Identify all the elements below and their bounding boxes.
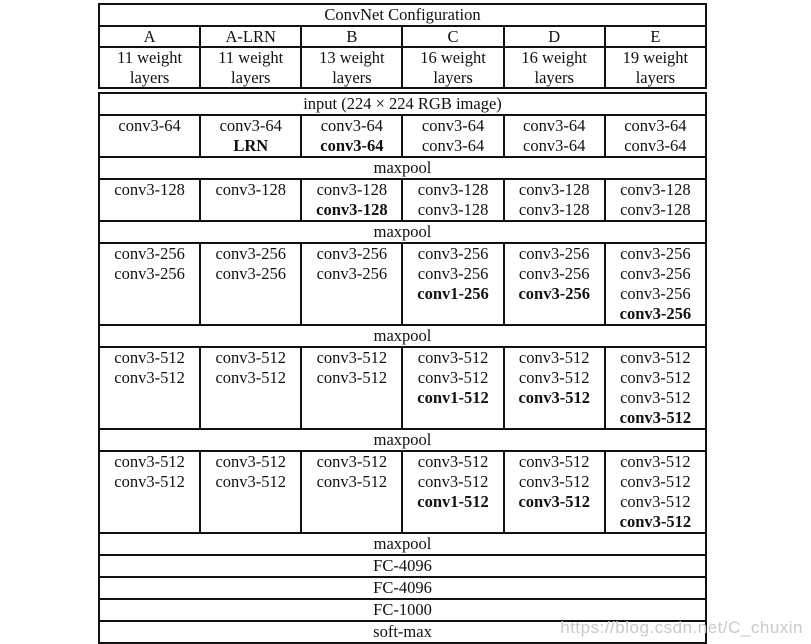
layer-text: conv3-256 — [417, 264, 489, 283]
layer-cell — [605, 243, 706, 325]
layer-cell — [605, 451, 706, 533]
depth-text: layers — [433, 67, 473, 87]
layer-cell — [301, 347, 402, 429]
column-name: D — [504, 26, 605, 48]
layer-text: conv3-128 — [114, 180, 185, 199]
added-layer-text: conv3-128 — [316, 200, 388, 219]
layer-text: conv3-512 — [620, 368, 691, 387]
column-depth — [200, 47, 301, 88]
input-row — [99, 93, 706, 115]
layer-text: conv3-512 — [518, 452, 590, 471]
layer-cell — [200, 115, 301, 157]
added-layer-text: conv1-512 — [417, 492, 489, 511]
added-layer-text: conv3-256 — [619, 304, 692, 323]
layer-cell — [402, 347, 503, 429]
maxpool-row — [99, 157, 706, 179]
depth-text: layers — [231, 67, 271, 87]
layer-text: conv3-512 — [316, 368, 388, 387]
layer-text: conv3-256 — [215, 244, 287, 263]
layer-cell — [200, 451, 301, 533]
layer-text: conv3-512 — [620, 348, 691, 367]
depth-text: 16 weight — [521, 48, 587, 67]
depth-text: layers — [129, 67, 170, 87]
depth-text: layers — [635, 67, 676, 87]
layer-cell — [99, 243, 200, 325]
maxpool-row — [99, 429, 706, 451]
layer-text: conv3-512 — [620, 472, 691, 491]
depth-text: layers — [332, 67, 372, 87]
fc-row — [99, 577, 706, 599]
layer-text: conv3-512 — [316, 452, 388, 471]
layer-text: conv3-512 — [518, 472, 590, 491]
added-layer-text: LRN — [233, 136, 269, 155]
layer-text: conv3-128 — [518, 180, 590, 199]
layer-text: conv3-512 — [114, 368, 185, 387]
layer-cell — [504, 243, 605, 325]
depth-text: 19 weight — [622, 48, 689, 67]
maxpool-label: maxpool — [99, 429, 706, 451]
fc-label: FC-1000 — [99, 599, 706, 621]
fc-label: FC-4096 — [99, 555, 706, 577]
layer-block-row — [99, 179, 706, 221]
added-layer-text: conv3-512 — [619, 408, 692, 427]
column-name: B — [301, 26, 402, 48]
layer-cell — [99, 115, 200, 157]
layer-cell — [200, 243, 301, 325]
column-depth — [605, 47, 706, 88]
layer-text: conv3-512 — [316, 472, 388, 491]
added-layer-text: conv1-512 — [417, 388, 489, 407]
layer-text: conv3-256 — [518, 264, 590, 283]
input-label: input (224 × 224 RGB image) — [99, 93, 706, 115]
maxpool-row — [99, 533, 706, 555]
layer-text: conv3-128 — [620, 200, 691, 219]
depth-text: 11 weight — [117, 48, 183, 67]
layer-cell — [402, 179, 503, 221]
layer-text: conv3-64 — [523, 116, 586, 135]
layer-cell — [402, 243, 503, 325]
layer-text: conv3-512 — [316, 348, 388, 367]
maxpool-row — [99, 325, 706, 347]
column-name: A-LRN — [200, 26, 301, 48]
added-layer-text: conv3-512 — [518, 388, 590, 407]
layer-cell — [301, 115, 402, 157]
layer-text: conv3-512 — [215, 348, 287, 367]
layer-cell — [605, 115, 706, 157]
column-name: E — [605, 26, 706, 48]
layer-text: conv3-256 — [316, 244, 388, 263]
layer-cell — [301, 451, 402, 533]
layer-cell — [99, 451, 200, 533]
layer-block-row — [99, 347, 706, 429]
layer-text: conv3-512 — [215, 368, 287, 387]
added-layer-text: conv3-512 — [619, 512, 692, 531]
layer-text: conv3-128 — [518, 200, 590, 219]
layer-cell — [301, 179, 402, 221]
layer-text: conv3-512 — [518, 348, 590, 367]
layer-text: conv3-512 — [620, 452, 691, 471]
layer-text: conv3-128 — [215, 180, 287, 199]
layer-text: conv3-128 — [417, 180, 489, 199]
watermark-text: https://blog.csdn.net/C_chuxin — [560, 618, 803, 637]
layer-text: conv3-256 — [620, 264, 691, 283]
layer-text: conv3-512 — [114, 452, 185, 471]
layer-cell — [605, 347, 706, 429]
maxpool-label: maxpool — [99, 325, 706, 347]
layer-text: conv3-256 — [620, 244, 691, 263]
maxpool-row — [99, 221, 706, 243]
layer-text: conv3-512 — [417, 472, 489, 491]
layer-text: conv3-256 — [417, 244, 489, 263]
layer-cell — [99, 347, 200, 429]
layer-text: conv3-64 — [421, 116, 485, 135]
layer-text: conv3-512 — [417, 348, 489, 367]
layer-text: conv3-64 — [523, 136, 586, 155]
column-depth — [301, 47, 402, 88]
config-body-rows — [99, 93, 706, 643]
layer-text: conv3-256 — [620, 284, 691, 303]
added-layer-text: conv3-512 — [518, 492, 590, 511]
column-name: A — [99, 26, 200, 48]
layer-text: conv3-64 — [320, 116, 384, 135]
maxpool-label: maxpool — [99, 533, 706, 555]
layer-text: conv3-256 — [518, 244, 590, 263]
layer-cell — [200, 347, 301, 429]
depth-text: layers — [534, 67, 574, 87]
layer-text: conv3-512 — [114, 348, 185, 367]
layer-text: conv3-512 — [114, 472, 185, 491]
config-body-table — [98, 92, 707, 644]
depth-row — [99, 47, 706, 88]
layer-text: conv3-128 — [316, 180, 388, 199]
layer-text: conv3-256 — [215, 264, 287, 283]
fc-row — [99, 555, 706, 577]
layer-text: conv3-64 — [219, 116, 282, 135]
layer-cell — [402, 115, 503, 157]
column-name-row — [99, 26, 706, 48]
table-title: ConvNet Configuration — [99, 4, 706, 26]
layer-text: conv3-512 — [620, 388, 691, 407]
layer-text: conv3-512 — [417, 452, 489, 471]
added-layer-text: conv3-64 — [320, 136, 384, 155]
column-depth — [402, 47, 503, 88]
layer-cell — [504, 115, 605, 157]
layer-text: conv3-256 — [114, 244, 185, 263]
config-header-table — [98, 3, 707, 89]
layer-block-row — [99, 115, 706, 157]
layer-text: conv3-64 — [421, 136, 485, 155]
layer-text: conv3-512 — [417, 368, 489, 387]
layer-cell — [504, 179, 605, 221]
layer-text: conv3-128 — [417, 200, 489, 219]
layer-cell — [504, 347, 605, 429]
softmax-label: soft-max — [99, 621, 706, 643]
layer-block-row — [99, 243, 706, 325]
column-depth — [504, 47, 605, 88]
layer-text: conv3-64 — [118, 116, 181, 135]
layer-cell — [301, 243, 402, 325]
column-name: C — [402, 26, 503, 48]
layer-cell — [402, 451, 503, 533]
convnet-config-table-wrapper — [98, 3, 707, 644]
layer-text: conv3-512 — [215, 452, 287, 471]
layer-cell — [504, 451, 605, 533]
layer-cell — [605, 179, 706, 221]
depth-text: 13 weight — [319, 48, 385, 67]
layer-cell — [99, 179, 200, 221]
layer-text: conv3-512 — [518, 368, 590, 387]
column-depth — [99, 47, 200, 88]
layer-text: conv3-256 — [316, 264, 388, 283]
layer-block-row — [99, 451, 706, 533]
added-layer-text: conv1-256 — [417, 284, 489, 303]
layer-text: conv3-256 — [114, 264, 185, 283]
depth-text: 16 weight — [420, 48, 486, 67]
added-layer-text: conv3-256 — [518, 284, 590, 303]
layer-text: conv3-64 — [624, 116, 687, 135]
layer-cell — [200, 179, 301, 221]
layer-text: conv3-64 — [624, 136, 687, 155]
maxpool-label: maxpool — [99, 221, 706, 243]
fc-label: FC-4096 — [99, 577, 706, 599]
maxpool-label: maxpool — [99, 157, 706, 179]
layer-text: conv3-128 — [620, 180, 691, 199]
depth-text: 11 weight — [218, 48, 284, 67]
layer-text: conv3-512 — [620, 492, 691, 511]
layer-text: conv3-512 — [215, 472, 287, 491]
